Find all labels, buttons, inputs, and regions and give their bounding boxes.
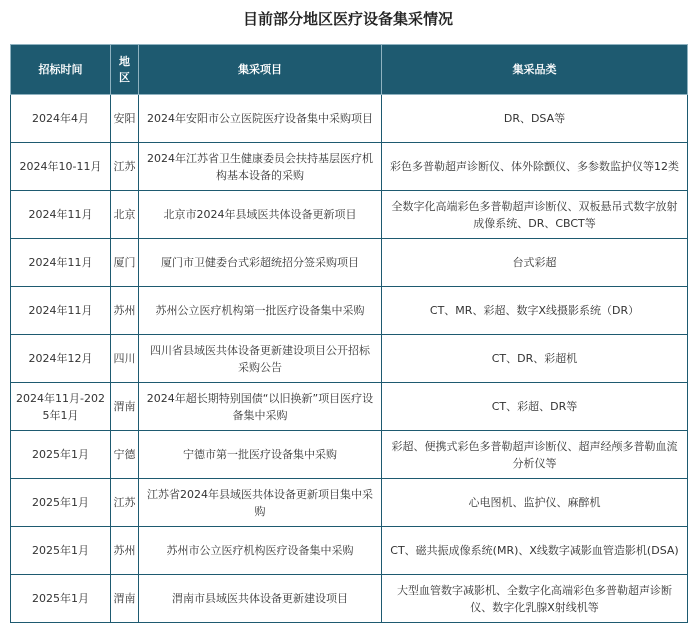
- table-row: [11, 479, 688, 527]
- cell-project: 北京市2024年县域医共体设备更新项目: [139, 191, 382, 239]
- cell-items: CT、彩超、DR等: [382, 383, 688, 431]
- cell-region: 江苏: [111, 479, 139, 527]
- cell-items: 彩超、便携式彩色多普勒超声诊断仪、超声经颅多普勒血流分析仪等: [382, 431, 688, 479]
- cell-time: 2024年4月: [11, 95, 111, 143]
- header-project: 集采项目: [139, 45, 382, 95]
- cell-region: 江苏: [111, 143, 139, 191]
- cell-project: 2024年安阳市公立医院医疗设备集中采购项目: [139, 95, 382, 143]
- cell-time: 2025年1月: [11, 479, 111, 527]
- cell-project: 苏州市公立医疗机构医疗设备集中采购: [139, 527, 382, 575]
- table-row: [11, 287, 688, 335]
- cell-items: CT、DR、彩超机: [382, 335, 688, 383]
- cell-items: 大型血管数字减影机、全数字化高端彩色多普勒超声诊断仪、数字化乳腺X射线机等: [382, 575, 688, 623]
- cell-region: 渭南: [111, 575, 139, 623]
- table-row: [11, 575, 688, 623]
- cell-region: 安阳: [111, 95, 139, 143]
- cell-time: 2024年12月: [11, 335, 111, 383]
- cell-time: 2024年11月-2025年1月: [11, 383, 111, 431]
- cell-items: DR、DSA等: [382, 95, 688, 143]
- cell-time: 2024年11月: [11, 191, 111, 239]
- cell-time: 2024年11月: [11, 239, 111, 287]
- cell-items: 全数字化高端彩色多普勒超声诊断仪、双板悬吊式数字放射成像系统、DR、CBCT等: [382, 191, 688, 239]
- table-row: [11, 191, 688, 239]
- cell-region: 厦门: [111, 239, 139, 287]
- cell-project: 2024年江苏省卫生健康委员会扶持基层医疗机构基本设备的采购: [139, 143, 382, 191]
- cell-project: 厦门市卫健委台式彩超统招分签采购项目: [139, 239, 382, 287]
- cell-time: 2025年1月: [11, 575, 111, 623]
- cell-time: 2024年10-11月: [11, 143, 111, 191]
- cell-project: 江苏省2024年县域医共体设备更新项目集中采购: [139, 479, 382, 527]
- cell-project: 宁德市第一批医疗设备集中采购: [139, 431, 382, 479]
- cell-time: 2024年11月: [11, 287, 111, 335]
- table-row: [11, 335, 688, 383]
- cell-region: 苏州: [111, 287, 139, 335]
- cell-region: 渭南: [111, 383, 139, 431]
- procurement-table: [10, 44, 688, 623]
- cell-project: 苏州公立医疗机构第一批医疗设备集中采购: [139, 287, 382, 335]
- table-row: [11, 383, 688, 431]
- cell-region: 宁德: [111, 431, 139, 479]
- cell-region: 北京: [111, 191, 139, 239]
- cell-items: 彩色多普勒超声诊断仪、体外除颤仪、多参数监护仪等12类: [382, 143, 688, 191]
- table-row: [11, 431, 688, 479]
- table-row: [11, 143, 688, 191]
- cell-items: CT、MR、彩超、数字X线摄影系统（DR）: [382, 287, 688, 335]
- table-row: [11, 239, 688, 287]
- cell-items: 心电图机、监护仪、麻醉机: [382, 479, 688, 527]
- cell-items: 台式彩超: [382, 239, 688, 287]
- cell-time: 2025年1月: [11, 431, 111, 479]
- cell-items: CT、磁共振成像系统(MR)、X线数字减影血管造影机(DSA): [382, 527, 688, 575]
- cell-region: 苏州: [111, 527, 139, 575]
- header-time: 招标时间: [11, 45, 111, 95]
- page-title: 目前部分地区医疗设备集采情况: [242, 10, 453, 28]
- header-region: 地区: [111, 45, 139, 95]
- cell-project: 四川省县域医共体设备更新建设项目公开招标采购公告: [139, 335, 382, 383]
- table-header-row: [11, 45, 688, 95]
- header-items: 集采品类: [382, 45, 688, 95]
- cell-project: 2024年超长期特别国债“以旧换新”项目医疗设备集中采购: [139, 383, 382, 431]
- table-row: [11, 527, 688, 575]
- cell-region: 四川: [111, 335, 139, 383]
- table-row: [11, 95, 688, 143]
- cell-project: 渭南市县域医共体设备更新建设项目: [139, 575, 382, 623]
- cell-time: 2025年1月: [11, 527, 111, 575]
